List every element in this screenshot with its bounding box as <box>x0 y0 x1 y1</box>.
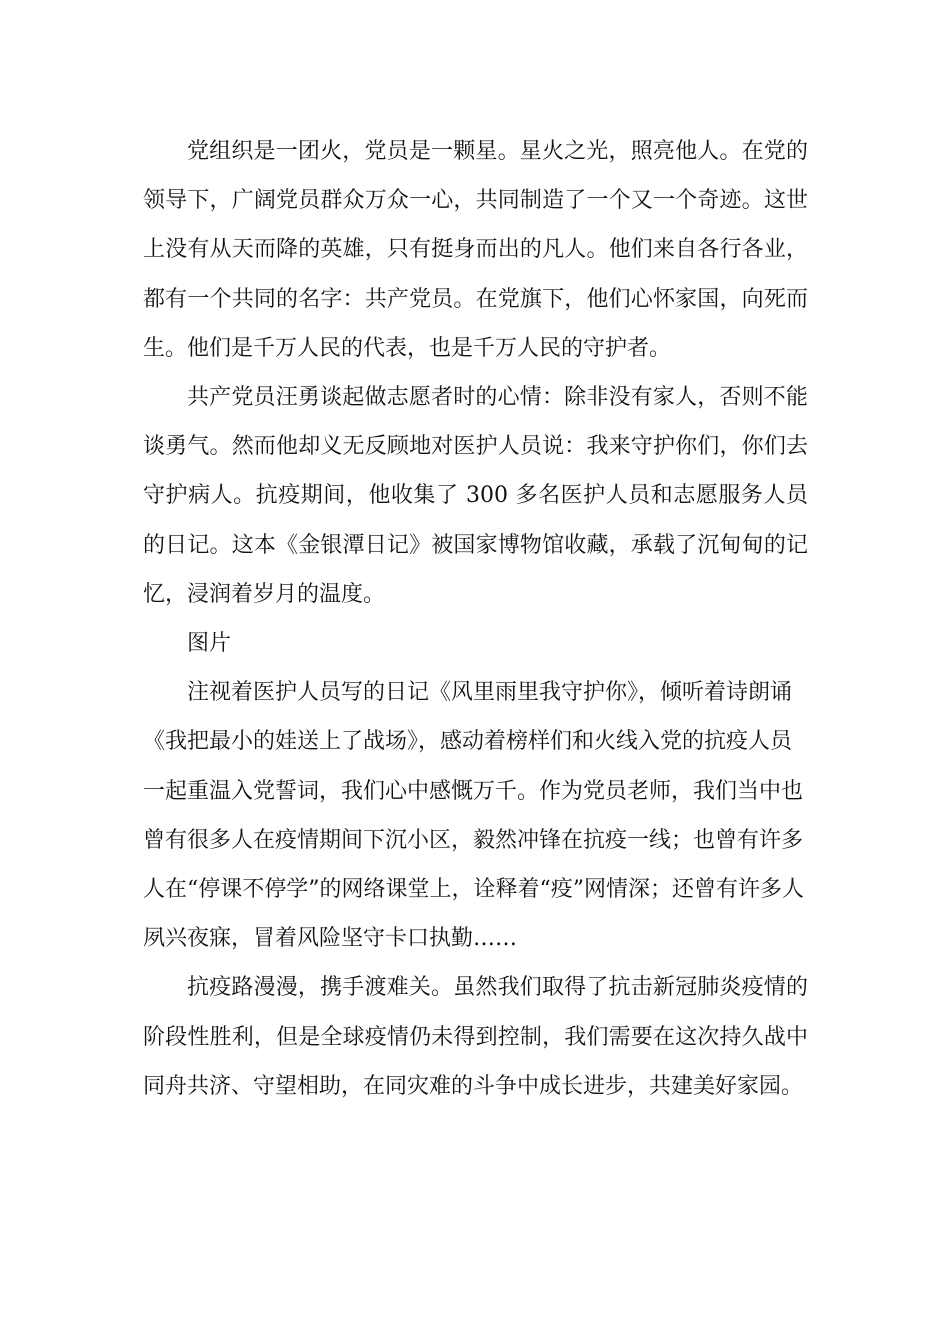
document-body <box>143 127 808 1111</box>
paragraph-wang-yong: 共产党员汪勇谈起做志愿者时的心情：除非没有家人，否则不能谈勇气。然而他却义无反顾地对医护人员说：我来守护你们，你们去守护病人。抗疫期间，他收集了 300 多名医护人员和志愿服务人员的日记。这本《金银潭日记》被国家博物馆收藏，承载了沉甸甸的记忆，浸润着岁月的温度。 <box>143 385 808 607</box>
paragraph-party-organization: 党组织是一团火，党员是一颗星。星火之光，照亮他人。在党的领导下，广阔党员群众万众一心，共同制造了一个又一个奇迹。这世上没有从天而降的英雄，只有挺身而出的凡人。他们来自各行各业，都有一个共同的名字：共产党员。在党旗下，他们心怀家国，向死而生。他们是千万人民的代表，也是千万人民的守护者。 <box>143 139 808 361</box>
image-placeholder-caption: 图片 <box>187 631 232 657</box>
paragraph-conclusion: 抗疫路漫漫，携手渡难关。虽然我们取得了抗击新冠肺炎疫情的阶段性胜利，但是全球疫情仍未得到控制，我们需要在这次持久战中同舟共济、守望相助，在同灾难的斗争中成长进步，共建美好家园。 <box>143 975 808 1099</box>
paragraph-diary-reflection: 注视着医护人员写的日记《风里雨里我守护你》，倾听着诗朗诵《我把最小的娃送上了战场》，感动着榜样们和火线入党的抗疫人员一起重温入党誓词，我们心中感慨万千。作为党员老师，我们当中也曾有很多人在疫情期间下沉小区，毅然冲锋在抗疫一线；也曾有许多人在“停课不停学”的网络课堂上，诠释着“疫”网情深；还曾有许多人夙兴夜寐，冒着风险坚守卡口执勤…… <box>143 680 804 952</box>
